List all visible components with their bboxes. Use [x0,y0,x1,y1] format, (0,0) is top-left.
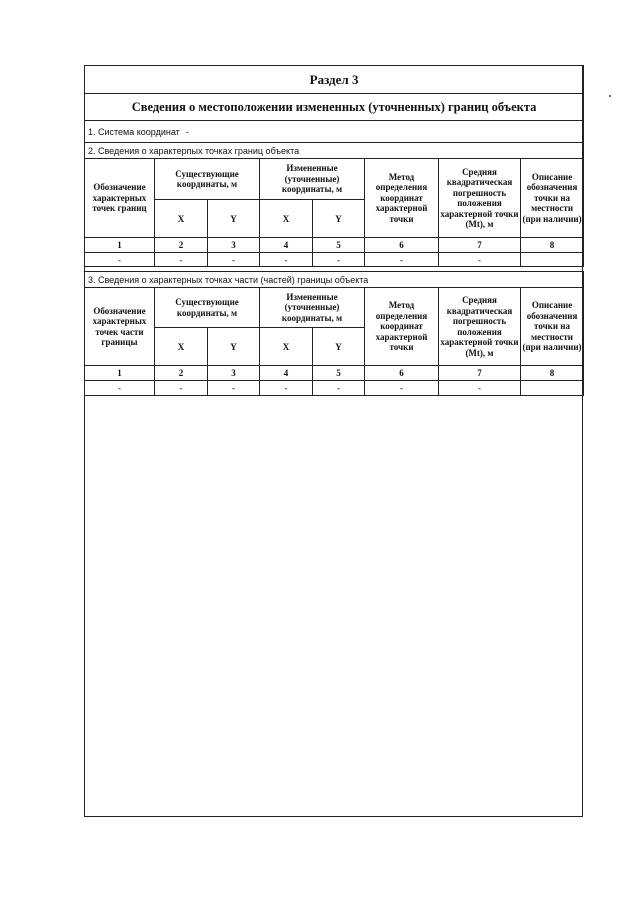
table1-header-changed-x: X [260,200,313,238]
table2-header-existing: Существующие координаты, м [155,288,260,328]
table1-header-existing-y: Y [208,200,260,238]
table2-caption: 3. Сведения о характерных точках части (частей) границы объекта [85,272,584,288]
coordinate-system-row [85,121,584,143]
table2-header-description: Описание обозначения точки на местности (при наличии) [521,288,584,366]
table2-col-number: 2 [155,366,208,381]
table1-col-number: 7 [439,238,521,253]
table2-header-method: Метод определения координат характерной точки [365,288,439,366]
section-table-2 [84,271,584,396]
scan-speck [609,95,611,97]
table1-header-existing-x: X [155,200,208,238]
table1-header-changed: Измененные (уточненные) координаты, м [260,159,365,200]
table1-cell: - [313,253,365,267]
table2-col-number: 6 [365,366,439,381]
table2-cell: - [155,381,208,396]
table2-col-number: 1 [85,366,155,381]
table1-col-number: 3 [208,238,260,253]
table-row [85,253,584,267]
table1-header-error: Средняя квадратическая погрешность положения характерной точки (Mt), м [439,159,521,238]
table2-col-number: 5 [313,366,365,381]
table2-header-error: Средняя квадратическая погрешность положения характерной точки (Mt), м [439,288,521,366]
table2-col-number: 3 [208,366,260,381]
table2-header-changed: Измененные (уточненные) координаты, м [260,288,365,328]
table2-header-designation: Обозначение характерных точек части границы [85,288,155,366]
table2-col-number: 4 [260,366,313,381]
table1-cell: - [155,253,208,267]
table2-cell: - [313,381,365,396]
table2-cell: - [85,381,155,396]
table1-header-changed-y: Y [313,200,365,238]
table1-header-description: Описание обозначения точки на местности (при наличии) [521,159,584,238]
section-table-1 [84,65,584,267]
table1-col-number: 2 [155,238,208,253]
table1-caption: 2. Сведения о характерпых точках границ объекта [85,143,584,159]
table1-cell: - [85,253,155,267]
table2-header-existing-x: X [155,328,208,366]
section-subtitle: Сведения о местоположении измененных (уточненных) границ объекта [85,94,584,121]
table2-col-number: 7 [439,366,521,381]
table2-cell: - [365,381,439,396]
table2-cell [521,381,584,396]
table1-col-number: 8 [521,238,584,253]
table2-cell: - [208,381,260,396]
table1-header-method: Метод определения координат характерной точки [365,159,439,238]
table2-cell: - [439,381,521,396]
table1-cell: - [439,253,521,267]
table1-cell: - [260,253,313,267]
table-row [85,381,584,396]
table1-col-number: 6 [365,238,439,253]
table2-header-changed-y: Y [313,328,365,366]
table1-col-number: 1 [85,238,155,253]
table1-header-designation: Обозначение характерных точек границ [85,159,155,238]
table1-cell: - [365,253,439,267]
table2-header-existing-y: Y [208,328,260,366]
table1-header-existing: Существующие координаты, м [155,159,260,200]
table1-col-number: 4 [260,238,313,253]
table2-header-changed-x: X [260,328,313,366]
table1-cell [521,253,584,267]
coordinate-system-value: - [185,126,189,137]
table1-col-number: 5 [313,238,365,253]
table2-col-number: 8 [521,366,584,381]
coordinate-system-label: 1. Система координат [88,126,180,137]
table1-cell: - [208,253,260,267]
section-title: Раздел 3 [85,66,584,94]
table2-cell: - [260,381,313,396]
